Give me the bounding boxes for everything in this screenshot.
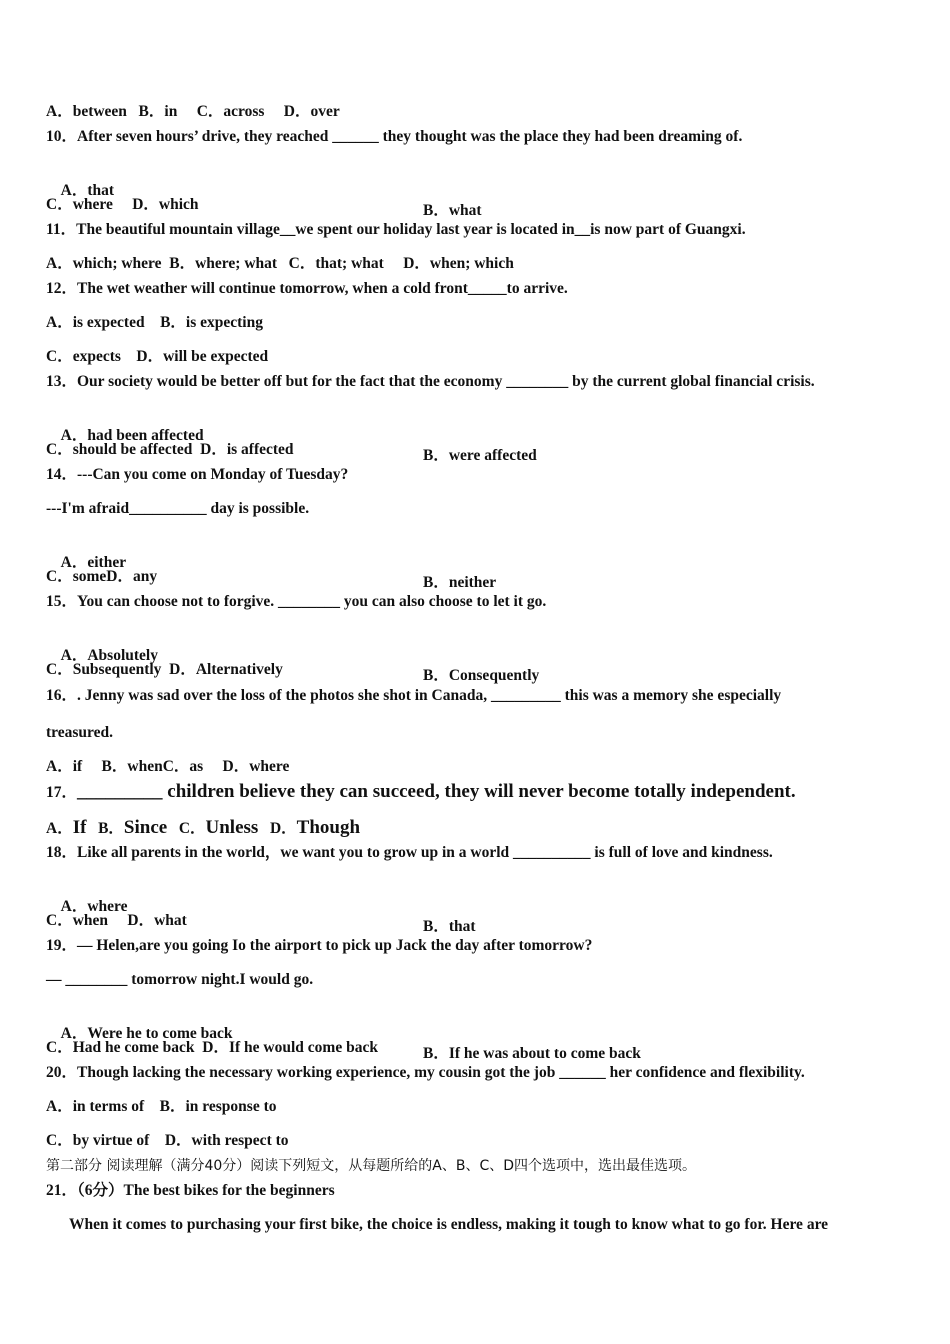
q17-stem: [46, 782, 796, 803]
option-a: A．Were he to come back: [60, 1025, 233, 1042]
q10-stem: 10．After seven hours’ drive, they reached ______ they thought was the place they had been dreaming of.: [46, 128, 743, 145]
option-c-label: C．: [178, 820, 206, 837]
option-a: A．where: [60, 898, 128, 915]
section-heading: 第二部分 阅读理解（满分40分）阅读下列短文，从每题所给的A、B、C、D四个选项中，选出最佳选项。: [46, 1158, 696, 1174]
passage-paragraph: When it comes to purchasing your first bike, the choice is endless, making it tough to know what to go for. Here are: [46, 1216, 829, 1233]
q18-stem: 18．Like all parents in the world，we want you to grow up in a world __________ is full of love and kindness.: [46, 844, 773, 861]
q19-options-cd: C．Had he come back D．If he would come back: [46, 1039, 378, 1056]
option-b: B．that: [423, 918, 476, 935]
option-a-text: If: [72, 817, 87, 838]
q14-stem: 14．---Can you come on Monday of Tuesday?: [46, 466, 349, 483]
q11-stem: 11．The beautiful mountain village__we spent our holiday last year is located in__is now part of Guangxi.: [46, 221, 746, 238]
option-b: B．If he was about to come back: [423, 1045, 641, 1062]
q15-options-cd: C．Subsequently D．Alternatively: [46, 661, 283, 678]
q15-stem: 15．You can choose not to forgive. ________ you can also choose to let it go.: [46, 593, 547, 610]
q12-options-ab: A．is expected B．is expecting: [46, 314, 263, 331]
option-d-text: Though: [296, 817, 361, 838]
q13-stem: 13．Our society would be better off but for the fact that the economy ________ by the current global financial crisis.: [46, 373, 815, 390]
q20-options-cd: C．by virtue of D．with respect to: [46, 1132, 289, 1149]
q18-options-cd: C．when D．what: [46, 912, 187, 929]
q16-options: A．if B．whenC．as D．where: [46, 758, 290, 775]
q21-title: 21．（6分）The best bikes for the beginners: [46, 1182, 335, 1199]
q17-options: [46, 818, 360, 839]
option-a: A．had been affected: [60, 427, 204, 444]
q14-options-cd: C．someD．any: [46, 568, 158, 585]
q19-stem: 19．— Helen,are you going Io the airport to pick up Jack the day after tomorrow?: [46, 937, 593, 954]
q14-reply: ---I'm afraid__________ day is possible.: [46, 500, 310, 517]
q12-stem: 12．The wet weather will continue tomorrow, when a cold front_____to arrive.: [46, 280, 568, 297]
q19-reply: — ________ tomorrow night.I would go.: [46, 971, 314, 988]
option-b: B．Consequently: [423, 667, 540, 684]
q20-stem: 20．Though lacking the necessary working experience, my cousin got the job ______ her confidence and flexibility.: [46, 1064, 805, 1081]
q11-options: A．which; where B．where; what C．that; what D．when; which: [46, 255, 514, 272]
q12-options-cd: C．expects D．will be expected: [46, 348, 269, 365]
option-c-text: Unless: [205, 817, 259, 838]
option-b-text: Since: [123, 817, 168, 838]
option-a-label: A．: [46, 820, 73, 837]
option-b: B．were affected: [423, 447, 537, 464]
q16-stem-cont: treasured.: [46, 724, 114, 741]
option-b: B．what: [423, 202, 482, 219]
q13-options-cd: C．should be affected D．is affected: [46, 441, 294, 458]
q16-stem: 16．. Jenny was sad over the loss of the photos she shot in Canada, _________ this was a memory she especially: [46, 687, 782, 704]
option-b-label: B．: [98, 820, 124, 837]
q10-options-cd: C．where D．which: [46, 196, 199, 213]
q9-options: A．between B．in C．across D．over: [46, 103, 340, 120]
option-a: A．that: [60, 182, 115, 199]
option-a: A．either: [60, 554, 127, 571]
q17-text: _________ children believe they can succeed, they will never become totally independent.: [77, 781, 796, 802]
option-b: B．neither: [423, 574, 497, 591]
option-a: A．Absolutely: [60, 647, 158, 664]
option-d-label: D．: [269, 820, 297, 837]
q17-number: 17．: [46, 784, 78, 801]
q20-options-ab: A．in terms of B．in response to: [46, 1098, 277, 1115]
